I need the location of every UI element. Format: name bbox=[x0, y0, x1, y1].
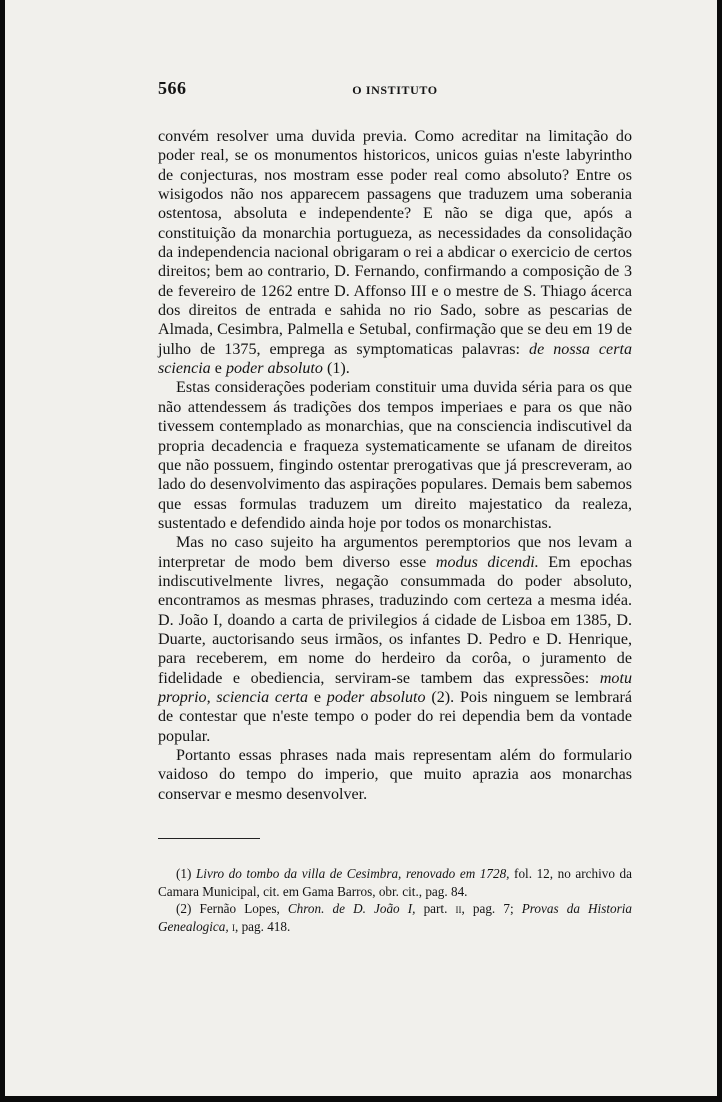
paragraph-3-text-3: e bbox=[308, 688, 327, 706]
footnote-1-title: Livro do tombo da villa de Cesimbra, renovado em 1728, bbox=[195, 866, 510, 882]
paragraph-1-text: convém resolver uma duvida previa. Como acreditar na limitação do poder real, se os monumentos historicos, unicos guias n'este labyrintho de conjecturas, nos mostram esse poder real como absoluto? Entre os wisigodos não nos apparecem passagens que traduzem uma soberania ostentosa, absoluta e independente? E não se diga que, após a constituição da monarchia portugueza, as necessidades da consolidação da independencia nacional obrigaram o rei a abdicar o exercicio de certos direitos; bem ao contrario, D. Fernando, confirmando a composição de 3 de fevereiro de 1262 entre D. Affonso III e o mestre de S. Thiago ácerca dos direitos de entrada e sahida no rio Sado, sobre as pescarias de Almada, Cesimbra, Palmella e Setubal, confirmação que se deu em 19 de julho de 1375, emprega as symptomaticas palavras: bbox=[158, 128, 632, 358]
paragraph-3-italic-3: poder absoluto bbox=[326, 688, 426, 706]
page-number: 566 bbox=[158, 78, 187, 98]
footnote-2-title-2: Provas da Historia Genealogica, bbox=[158, 901, 632, 934]
footnotes bbox=[158, 865, 632, 935]
footnote-2 bbox=[158, 900, 632, 935]
scanned-page bbox=[5, 0, 717, 1096]
book-page bbox=[158, 78, 632, 935]
paragraph-1-italic-2: poder absoluto bbox=[225, 360, 323, 378]
paragraph-2: Estas considerações poderiam constituir uma duvida séria para os que não attendessem ás tradições dos tempos imperiaes e para os que não tivessem contemplado as monarchias, que na consciencia indiscutivel da propria decadencia e fraqueza systematicamente se ufanam de direitos que não possuem, fingindo ostentar prerogativas que já prescreveram, ao lado do desenvolvimento das aspirações populares. Demais bem sabemos que essas formulas traduzem um direito majestatico da realeza, sustentado e defendido ainda hoje por todos os monarchistas. bbox=[158, 379, 632, 532]
paragraph-3-text-2: Em epochas indiscutivelmente livres, negação consummada do poder absoluto, encontramos as mesmas phrases, traduzindo com certeza a mesma idéa. D. João I, doando a carta de privilegios á cidade de Lisboa em 1385, D. Duarte, auctorisando seus irmãos, os infantes D. Pedro e D. Henrique, para receberem, em nome do herdeiro da corôa, o juramento de fidelidade e obediencia, serviram-se tambem das expressões: bbox=[158, 553, 632, 687]
paragraph-3-italic-2: motu proprio, sciencia certa bbox=[158, 669, 632, 706]
page-header bbox=[158, 78, 632, 106]
paragraph-4: Portanto essas phrases nada mais representam além do formulario vaidoso do tempo do imperio, que muito aprazia aos monarchas conservar e mesmo desenvolver. bbox=[158, 747, 632, 803]
paragraph-1 bbox=[158, 127, 632, 378]
footnote-2-volume: i bbox=[231, 918, 235, 934]
paragraph-3-italic-1: modus dicendi. bbox=[435, 553, 539, 571]
footnote-1-text: fol. 12, no archivo da Camara Municipal, cit. em Gama Barros, obr. cit., pag. 84. bbox=[158, 866, 632, 899]
paragraph-1-italic-1: de nossa certa sciencia bbox=[158, 340, 632, 378]
running-title: O INSTITUTO bbox=[352, 83, 438, 97]
paragraph-1-text-3: (1). bbox=[322, 360, 350, 378]
footnote-divider bbox=[158, 838, 260, 839]
footnote-1-marker: (1) bbox=[176, 866, 196, 882]
footnote-2-text: part. bbox=[415, 901, 456, 917]
paragraph-3-text-4: (2). Pois ninguem se lembrará de contestar que n'este tempo o poder do rei dependia bem da vontade popular. bbox=[158, 688, 632, 745]
paragraph-3 bbox=[158, 533, 632, 746]
footnote-1 bbox=[158, 865, 632, 900]
body-text bbox=[158, 127, 632, 804]
footnote-2-text-2: , pag. 7; bbox=[461, 901, 522, 917]
paragraph-3-text: Mas no caso sujeito ha argumentos peremptorios que nos levam a interpretar de modo bem diverso esse bbox=[158, 534, 632, 571]
footnote-2-part: ii bbox=[455, 901, 462, 917]
footnote-2-marker: (2) Fernão Lopes, bbox=[176, 901, 288, 917]
footnote-2-title-1: Chron. de D. João I, bbox=[287, 901, 416, 917]
paragraph-1-text-2: e bbox=[210, 360, 226, 378]
footnote-2-text-3: , pag. 418. bbox=[234, 918, 291, 934]
